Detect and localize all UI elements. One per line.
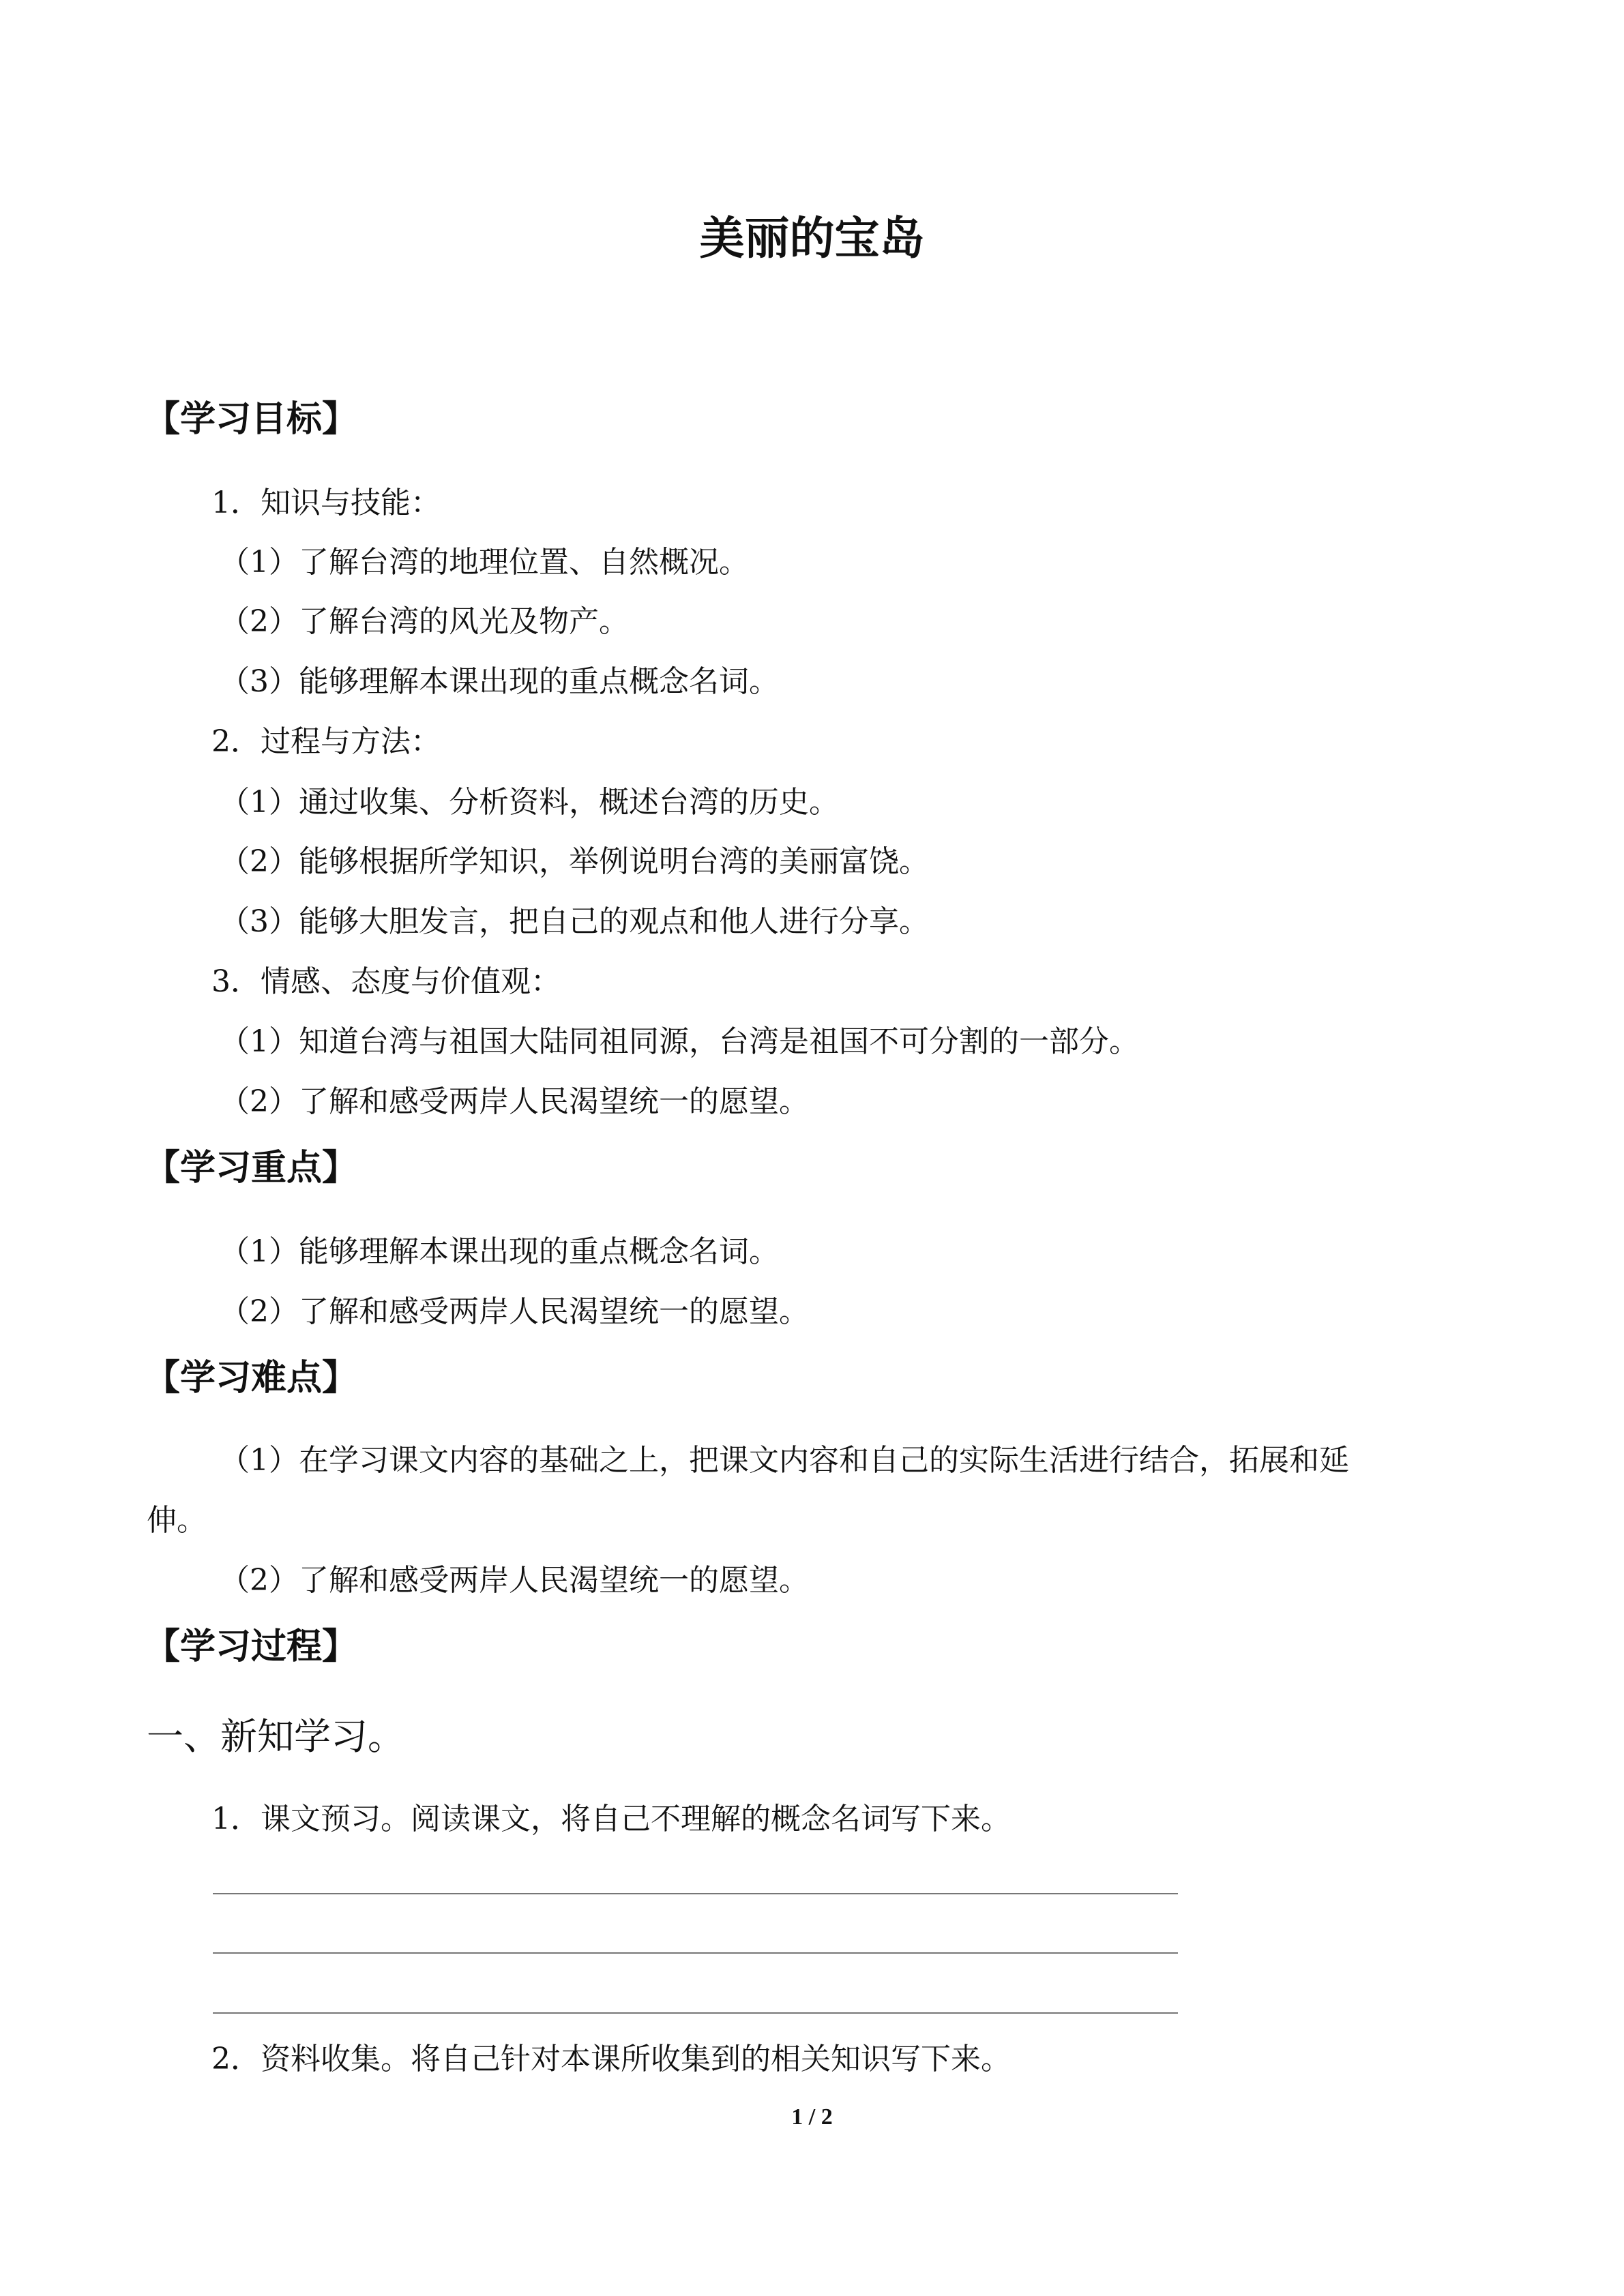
objective-process-title: 2．过程与方法：	[211, 724, 441, 759]
heading-key-points: 【学习重点】	[145, 1148, 358, 1189]
objective-emotion-2: （2）了解和感受两岸人民渴望统一的愿望。	[220, 1084, 809, 1119]
key-point-1: （1）能够理解本课出现的重点概念名词。	[220, 1234, 779, 1269]
difficulty-1-line-1: （1）在学习课文内容的基础之上，把课文内容和自己的实际生活进行结合，拓展和延	[220, 1443, 1349, 1478]
objective-emotion-1: （1）知道台湾与祖国大陆同祖同源，台湾是祖国不可分割的一部分。	[220, 1024, 1139, 1059]
key-point-2: （2）了解和感受两岸人民渴望统一的愿望。	[220, 1294, 809, 1329]
answer-line-3[interactable]	[213, 2012, 1178, 2014]
page-number: 1 / 2	[791, 2104, 833, 2130]
objective-knowledge-3: （3）能够理解本课出现的重点概念名词。	[220, 664, 779, 699]
task-1: 1．课文预习。阅读课文，将自己不理解的概念名词写下来。	[211, 1802, 1011, 1836]
objective-emotion-title: 3．情感、态度与价值观：	[211, 964, 561, 999]
answer-line-1[interactable]	[213, 1893, 1178, 1894]
part-1-title: 一、新知学习。	[147, 1715, 404, 1758]
objective-knowledge-2: （2）了解台湾的风光及物产。	[220, 604, 629, 639]
objective-process-3: （3）能够大胆发言，把自己的观点和他人进行分享。	[220, 904, 929, 939]
objective-knowledge-1: （1）了解台湾的地理位置、自然概况。	[220, 545, 749, 580]
difficulty-2: （2）了解和感受两岸人民渴望统一的愿望。	[220, 1563, 809, 1598]
difficulty-1-line-2: 伸。	[147, 1503, 207, 1538]
objective-process-1: （1）通过收集、分析资料，概述台湾的历史。	[220, 785, 839, 820]
heading-difficulties: 【学习难点】	[145, 1358, 358, 1399]
document-title: 美丽的宝岛	[699, 212, 925, 265]
objective-process-2: （2）能够根据所学知识，举例说明台湾的美丽富饶。	[220, 844, 929, 879]
heading-process: 【学习过程】	[145, 1626, 358, 1667]
heading-objectives: 【学习目标】	[145, 399, 358, 440]
answer-line-2[interactable]	[213, 1952, 1178, 1954]
objective-knowledge-title: 1．知识与技能：	[211, 486, 441, 520]
task-2: 2．资料收集。将自己针对本课所收集到的相关知识写下来。	[211, 2042, 1011, 2076]
